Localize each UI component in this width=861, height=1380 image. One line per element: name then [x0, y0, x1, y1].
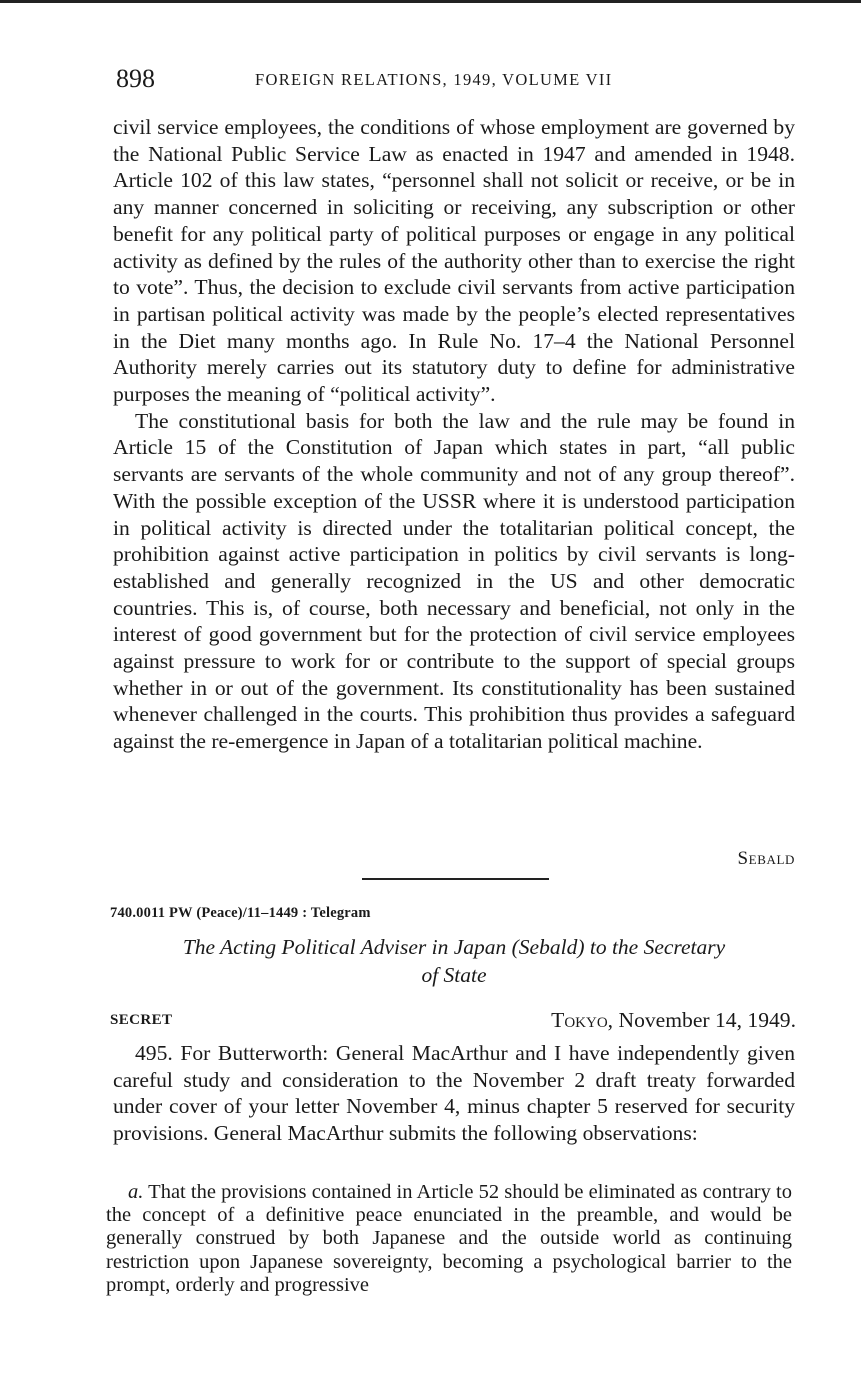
classification-marking: SECRET	[110, 1012, 173, 1028]
page-header	[113, 64, 795, 94]
constitutional-basis-paragraph: The constitutional basis for both the law and the rule may be found in Article 15 of the Constitution of Japan which states in part, “all public servants are servants of the whole community and not of any group thereof”. With the possible exception of the USSR where it is understood participation in political activity is directed under the totalitarian political concept, the prohibition against active participation in politics by civil servants is long-established and generally recognized in the US and other democratic countries. This is, of course, both necessary and beneficial, not only in the interest of good government but for the protection of civil service employees against pressure to work for or contribute to the support of special groups whether in or out of the government. Its constitutionality has been sustained whenever challenged in the courts. This prohibition thus provides a safeguard against the re-emergence in Japan of a totalitarian political machine.	[113, 408, 795, 754]
observation-paragraph	[106, 1181, 792, 1297]
signature: Sebald	[737, 848, 795, 869]
continued-text	[113, 114, 795, 755]
observation-item-a	[106, 1181, 792, 1297]
file-reference: 740.0011 PW (Peace)/11–1449 : Telegram	[110, 905, 371, 921]
document-title-line: of State	[421, 963, 487, 987]
document-title-line: The Acting Political Adviser in Japan (Sebald) to the Secretary	[182, 935, 726, 959]
date: , November 14, 1949.	[607, 1008, 796, 1032]
place: Tokyo	[551, 1008, 608, 1032]
dateline	[110, 1008, 796, 1036]
running-head: FOREIGN RELATIONS, 1949, VOLUME VII	[255, 70, 613, 89]
item-text: That the provisions contained in Article 52 should be eliminated as contrary to the concept of a definitive peace enunciated in the preamble, and would be generally construed by both Japanese and the outside world as continuing restriction upon Japanese sovereignty, becoming a psychological barrier to the prompt, orderly and progressive	[106, 1181, 792, 1296]
place-and-date	[551, 1008, 796, 1033]
section-divider	[362, 878, 549, 880]
page-number: 898	[116, 64, 155, 93]
continued-paragraph: civil service employees, the conditions of whose employment are governed by the National Public Service Law as enacted in 1947 and amended in 1948. Article 102 of this law states, “personnel shall not solicit or receive, or be in any manner concerned in soliciting or receiving, any subscription or other benefit for any political party of political purposes or engage in any political activity as defined by the rules of the authority other than to exercise the right to vote”. Thus, the decision to exclude civil servants from active participation in partisan political activity was made by the people’s elected representatives in the Diet many months ago. In Rule No. 17–4 the National Personnel Authority merely carries out its statutory duty to define for administrative purposes the meaning of “political activity”.	[113, 115, 795, 407]
telegram-paragraph: 495. For Butterworth: General MacArthur and I have independently given careful study and consideration to the November 2 draft treaty forwarded under cover of your letter November 4, minus chapter 5 reserved for security provisions. General MacArthur submits the following observations:	[113, 1041, 795, 1145]
top-edge-rule	[0, 0, 861, 3]
telegram-body	[113, 1040, 795, 1146]
item-letter: a.	[128, 1181, 144, 1203]
document-title	[113, 933, 795, 989]
